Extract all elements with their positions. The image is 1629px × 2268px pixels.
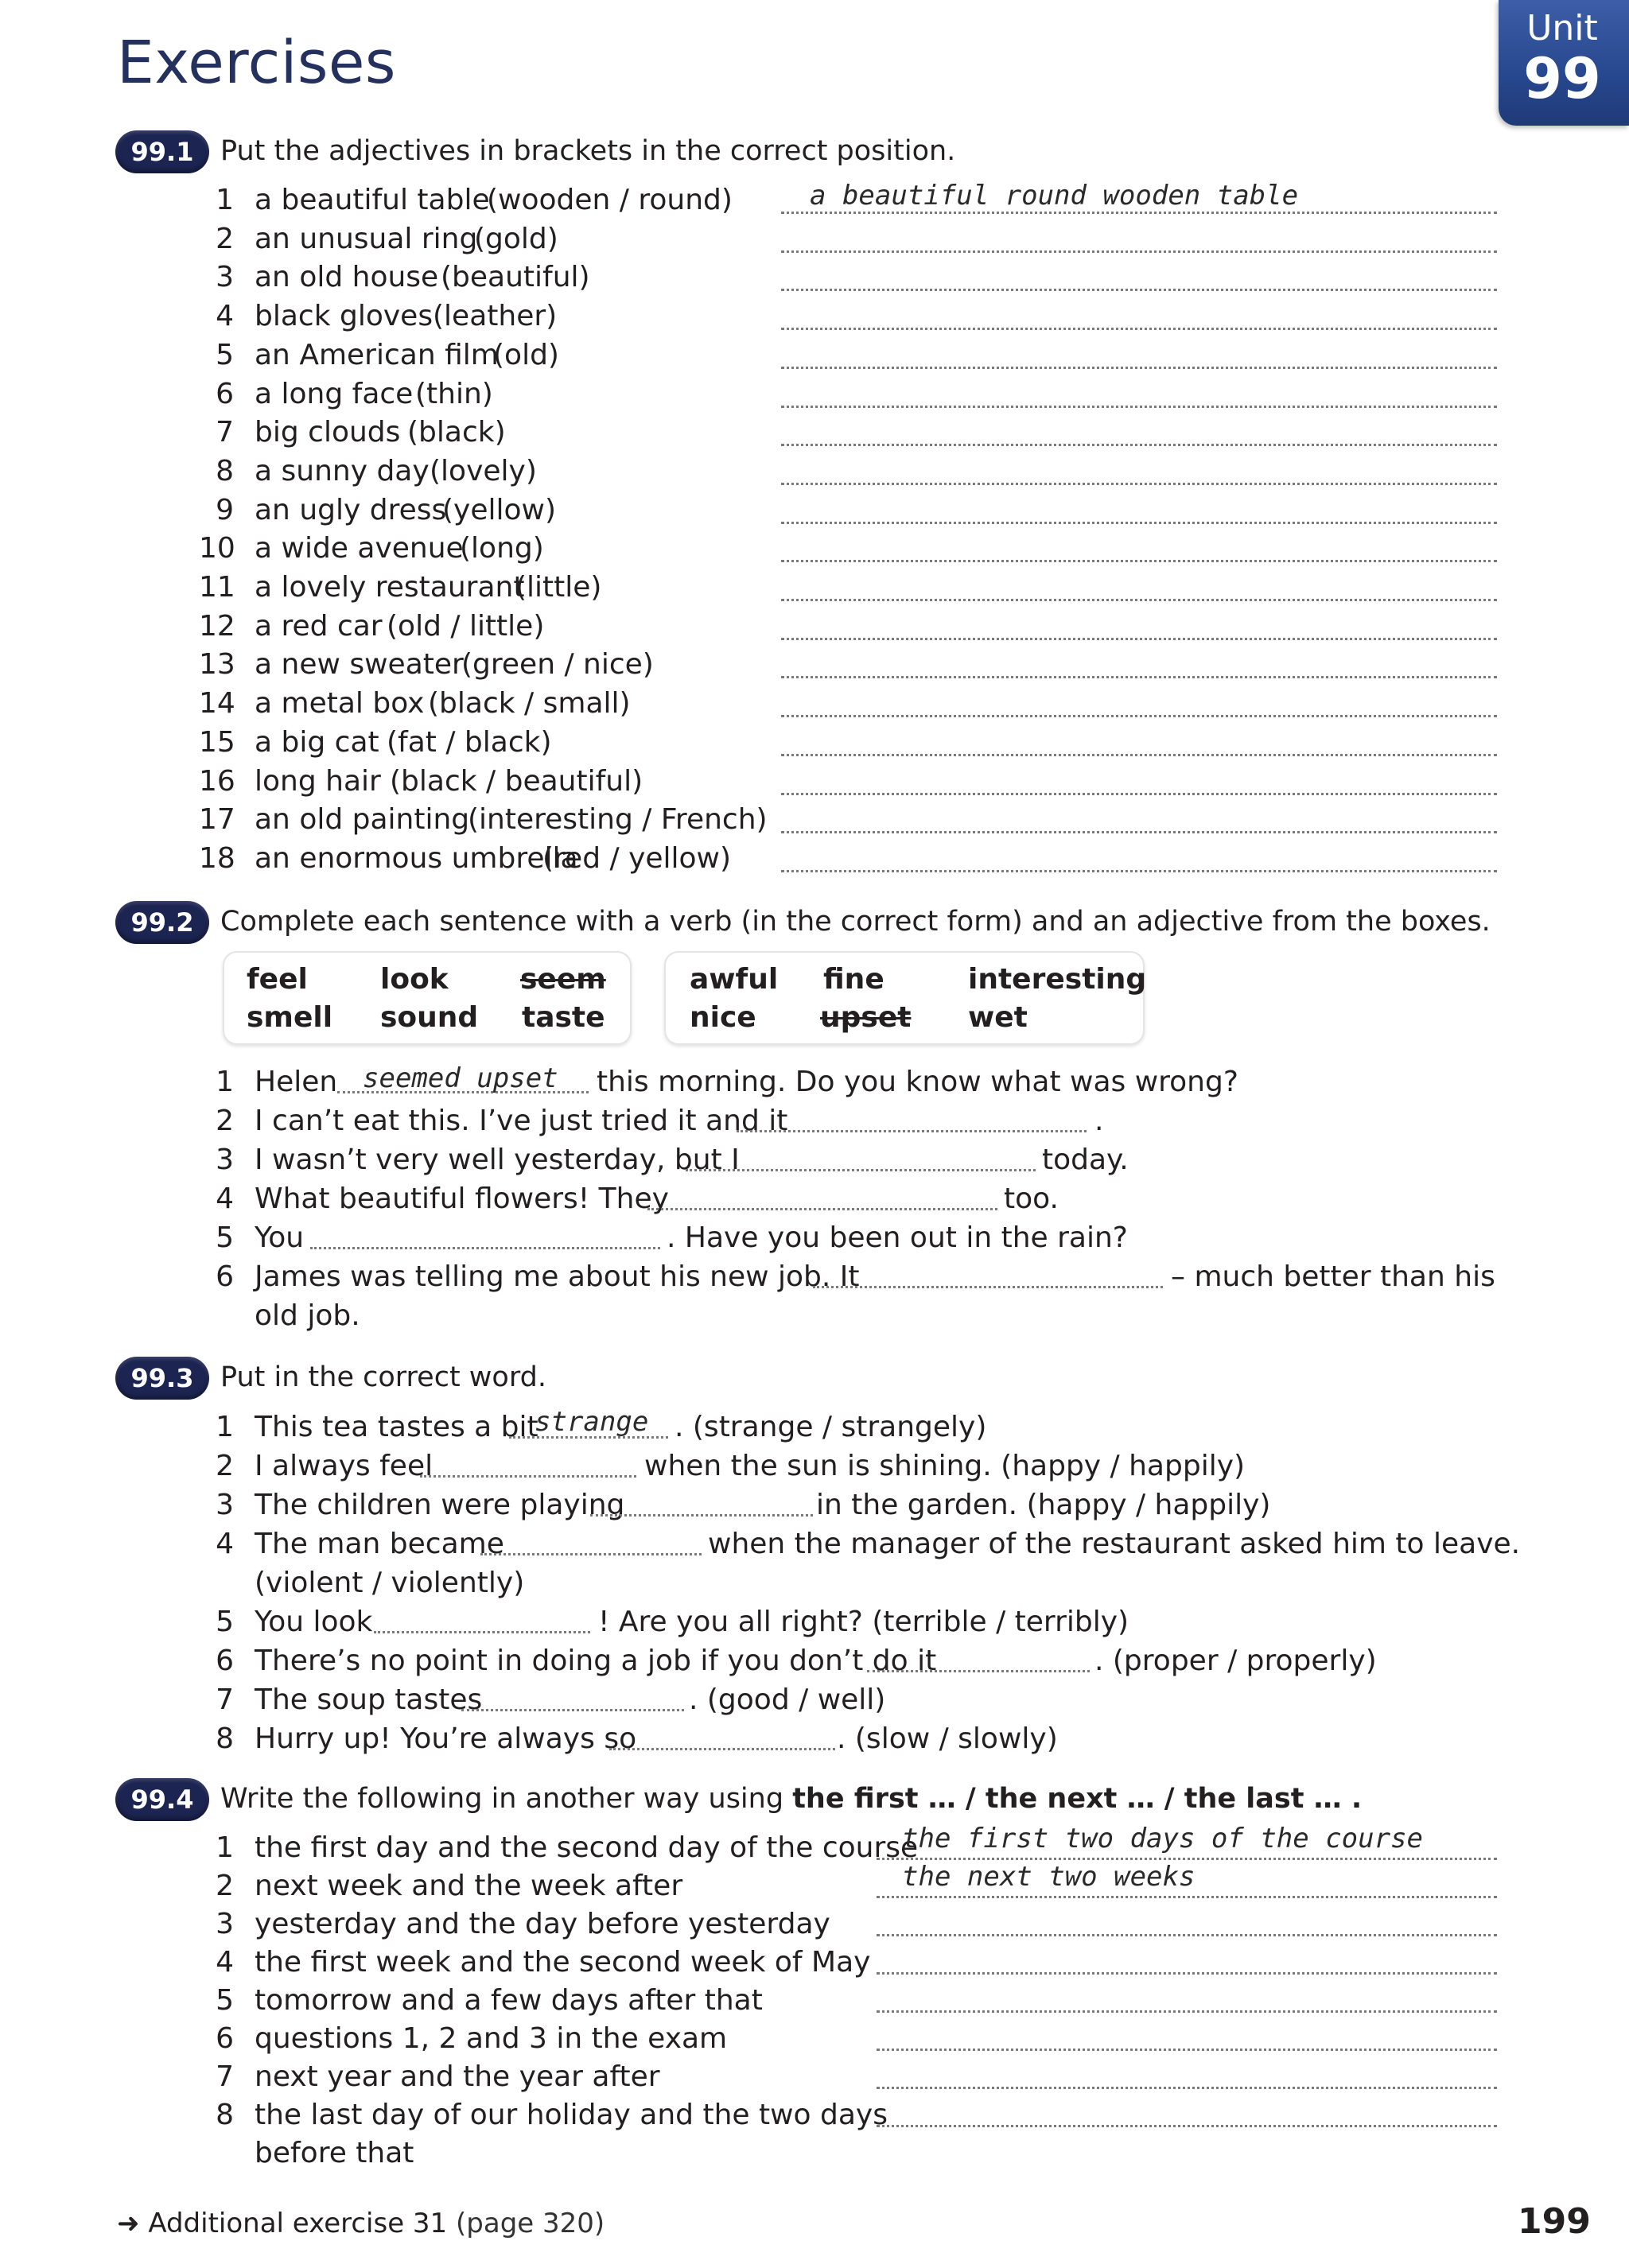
sentence-text: . (strange / strangely) — [675, 1411, 987, 1443]
item-hint: (gold) — [474, 223, 558, 255]
answer-line[interactable] — [781, 599, 1497, 601]
item-number: 6 — [216, 2022, 234, 2055]
sentence-text: You — [255, 1221, 305, 1254]
item-number: 9 — [216, 494, 234, 526]
exercise-badge-99-2: 99.2 — [115, 901, 209, 944]
sentence-text: when the sun is shining. (happy / happily) — [644, 1450, 1246, 1482]
sentence-text: . Have you been out in the rain? — [667, 1221, 1128, 1254]
answer-line[interactable] — [781, 406, 1497, 408]
answer-line[interactable] — [877, 1934, 1497, 1936]
exercise-instruction-99-4 — [220, 1783, 1362, 1815]
answer-line[interactable] — [781, 367, 1497, 369]
answer-line[interactable] — [781, 870, 1497, 872]
sentence-text: There’s no point in doing a job if you don’t do it — [255, 1645, 937, 1677]
item-number: 8 — [216, 2099, 234, 2131]
adjective-word: awful — [690, 963, 779, 996]
answer-line[interactable] — [877, 2010, 1497, 2013]
item-number: 6 — [216, 378, 234, 410]
item-number: 5 — [216, 1984, 234, 2017]
answer-line[interactable] — [647, 1208, 997, 1210]
item-hint: (green / nice) — [461, 648, 654, 681]
sentence-text: I always feel — [255, 1450, 433, 1482]
item-number: 1 — [216, 1411, 234, 1443]
additional-exercise-label: Additional exercise 31 — [148, 2208, 448, 2239]
answer-line[interactable] — [781, 289, 1497, 291]
answer-line[interactable] — [877, 1972, 1497, 1975]
item-phrase: a lovely restaurant — [255, 571, 525, 604]
item-number: 2 — [216, 223, 234, 255]
answer-line[interactable] — [877, 2049, 1497, 2051]
item-phrase: an old painting — [255, 803, 470, 836]
sentence-text: The children were playing — [255, 1489, 625, 1521]
sentence-text: when the manager of the restaurant asked him to leave. — [708, 1528, 1521, 1560]
item-phrase: next week and the week after — [255, 1870, 683, 1902]
adjective-word: fine — [823, 963, 884, 996]
item-number: 7 — [216, 416, 234, 449]
item-number: 5 — [216, 339, 234, 371]
sentence-text: This tea tastes a bit — [255, 1411, 538, 1443]
item-hint: (interesting / French) — [468, 803, 768, 836]
item-phrase: big clouds — [255, 416, 401, 449]
answer-line[interactable] — [781, 522, 1497, 524]
item-hint: (black / beautiful) — [390, 765, 643, 798]
item-phrase: the last day of our holiday and the two days — [255, 2099, 888, 2131]
item-number: 8 — [216, 1722, 234, 1755]
answer-line[interactable] — [310, 1247, 660, 1249]
exercise-instruction-99-3: Put in the correct word. — [220, 1361, 546, 1393]
item-number: 2 — [216, 1105, 234, 1137]
item-phrase: a beautiful table — [255, 184, 490, 216]
item-phrase: an enormous umbrella — [255, 842, 578, 875]
item-number: 8 — [216, 455, 234, 487]
sentence-text: today. — [1042, 1144, 1129, 1176]
item-phrase: an old house — [255, 261, 439, 293]
sentence-text: Hurry up! You’re always so — [255, 1722, 637, 1755]
verb-word-used: seem — [520, 963, 606, 996]
handwritten-answer: strange — [535, 1406, 649, 1438]
item-hint: (wooden / round) — [487, 184, 733, 216]
sentence-text: too. — [1004, 1183, 1059, 1215]
item-number: 6 — [216, 1260, 234, 1293]
sentence-text: James was telling me about his new job. It — [255, 1260, 860, 1293]
item-number: 3 — [216, 1144, 234, 1176]
handwritten-answer: the next two weeks — [902, 1861, 1196, 1893]
item-number: 2 — [216, 1870, 234, 1902]
handwritten-answer: the first two days of the course — [902, 1823, 1424, 1854]
item-phrase: the first week and the second week of May — [255, 1946, 871, 1979]
item-phrase: black gloves — [255, 300, 433, 332]
answer-line[interactable] — [867, 1670, 1090, 1672]
item-hint: (fat / black) — [387, 726, 552, 759]
sentence-text: . (proper / properly) — [1094, 1645, 1377, 1677]
answer-line[interactable] — [781, 638, 1497, 640]
item-number: 1 — [216, 1066, 234, 1098]
sentence-text: The man became — [255, 1528, 504, 1560]
item-number: 16 — [199, 765, 235, 798]
answer-line[interactable] — [781, 444, 1497, 446]
item-number: 5 — [216, 1221, 234, 1254]
item-hint: (thin) — [415, 378, 493, 410]
sentence-text: You look — [255, 1606, 373, 1638]
item-phrase: next year and the year after — [255, 2060, 660, 2093]
item-phrase: a new sweater — [255, 648, 464, 681]
item-number: 3 — [216, 261, 234, 293]
answer-line[interactable] — [781, 715, 1497, 717]
unit-label: Unit — [1526, 8, 1598, 49]
exercise-badge-99-3: 99.3 — [115, 1357, 209, 1400]
answer-line[interactable] — [781, 560, 1497, 562]
answer-line[interactable] — [374, 1631, 590, 1633]
handwritten-answer: seemed upset — [363, 1062, 558, 1094]
answer-line[interactable] — [609, 1748, 835, 1750]
verb-word: feel — [247, 963, 308, 996]
answer-line[interactable] — [461, 1709, 684, 1711]
exercise-badge-99-4: 99.4 — [115, 1778, 209, 1821]
instruction-emphasis: the first … / the next … / the last … . — [792, 1783, 1363, 1815]
item-number: 5 — [216, 1606, 234, 1638]
answer-line[interactable] — [480, 1553, 702, 1555]
unit-tab — [1499, 0, 1629, 126]
item-hint: (old / little) — [387, 610, 545, 643]
item-number: 12 — [199, 610, 235, 643]
answer-line[interactable] — [877, 2125, 1497, 2127]
answer-line[interactable] — [590, 1514, 813, 1517]
verb-word: smell — [247, 1001, 333, 1034]
sentence-text: ! Are you all right? (terrible / terribly) — [598, 1606, 1129, 1638]
item-number: 7 — [216, 1684, 234, 1716]
sentence-text: Helen — [255, 1066, 338, 1098]
item-number: 4 — [216, 1183, 234, 1215]
sentence-text: I wasn’t very well yesterday, but I — [255, 1144, 740, 1176]
item-phrase: tomorrow and a few days after that — [255, 1984, 763, 2017]
item-hint: (red / yellow) — [542, 842, 732, 875]
adjective-word: nice — [690, 1001, 756, 1034]
exercise-instruction-99-1: Put the adjectives in brackets in the correct position. — [220, 135, 956, 167]
item-phrase: long hair — [255, 765, 381, 798]
item-phrase: questions 1, 2 and 3 in the exam — [255, 2022, 728, 2055]
item-phrase: the first day and the second day of the course — [255, 1831, 919, 1864]
sentence-text: I can’t eat this. I’ve just tried it and it — [255, 1105, 788, 1137]
sentence-text: old job. — [255, 1299, 360, 1332]
sentence-text: this morning. Do you know what was wrong? — [597, 1066, 1238, 1098]
answer-line[interactable] — [737, 1130, 1087, 1132]
item-phrase: a long face — [255, 378, 414, 410]
item-number: 3 — [216, 1908, 234, 1940]
item-phrase: an unusual ring — [255, 223, 478, 255]
sentence-text: in the garden. (happy / happily) — [816, 1489, 1271, 1521]
handwritten-answer: a beautiful round wooden table — [810, 180, 1299, 212]
sentence-text: . (good / well) — [689, 1684, 886, 1716]
item-phrase: a sunny day — [255, 455, 430, 487]
additional-exercise-page: (page 320) — [456, 2208, 605, 2239]
exercise-instruction-99-2: Complete each sentence with a verb (in the correct form) and an adjective from the boxes. — [220, 906, 1491, 938]
sentence-text: The soup tastes — [255, 1684, 483, 1716]
item-hint: (lovely) — [430, 455, 537, 487]
answer-line[interactable] — [877, 1896, 1497, 1898]
item-hint: (little) — [515, 571, 602, 604]
answer-line[interactable] — [781, 483, 1497, 485]
answer-line[interactable] — [781, 328, 1497, 330]
adjective-word-used: upset — [820, 1001, 912, 1034]
verb-word: taste — [522, 1001, 605, 1034]
item-hint: (black / small) — [428, 687, 631, 720]
verb-box — [223, 951, 632, 1045]
page-title: Exercises — [117, 29, 396, 97]
answer-line[interactable] — [420, 1475, 636, 1478]
item-hint: (beautiful) — [441, 261, 590, 293]
answer-line[interactable] — [781, 754, 1497, 756]
answer-line[interactable] — [877, 1858, 1497, 1860]
item-number: 17 — [199, 803, 235, 836]
item-number: 2 — [216, 1450, 234, 1482]
item-number: 4 — [216, 1528, 234, 1560]
item-number: 18 — [199, 842, 235, 875]
item-phrase: a wide avenue — [255, 532, 464, 565]
answer-line[interactable] — [686, 1169, 1036, 1171]
verb-word: sound — [380, 1001, 479, 1034]
item-number: 6 — [216, 1645, 234, 1677]
item-number: 13 — [199, 648, 235, 681]
answer-line[interactable] — [877, 2087, 1497, 2089]
item-number: 7 — [216, 2060, 234, 2093]
item-phrase: an American film — [255, 339, 499, 371]
item-number: 1 — [216, 184, 234, 216]
verb-word: look — [380, 963, 449, 996]
sentence-text: (violent / violently) — [255, 1567, 525, 1599]
item-phrase-continued: before that — [255, 2137, 414, 2169]
item-hint: (black) — [407, 416, 506, 449]
page-number: 199 — [1518, 2201, 1591, 2242]
item-number: 4 — [216, 1946, 234, 1979]
item-phrase: a red car — [255, 610, 383, 643]
arrow-icon: ➜ — [117, 2208, 140, 2239]
item-hint: (long) — [460, 532, 544, 565]
item-number: 3 — [216, 1489, 234, 1521]
item-hint: (old) — [493, 339, 559, 371]
item-phrase: a big cat — [255, 726, 379, 759]
answer-line[interactable] — [781, 831, 1497, 833]
item-number: 10 — [199, 532, 235, 565]
unit-number: 99 — [1523, 46, 1601, 111]
answer-line[interactable] — [781, 212, 1497, 214]
item-number: 4 — [216, 300, 234, 332]
item-hint: (yellow) — [442, 494, 557, 526]
item-number: 14 — [199, 687, 235, 720]
instruction-text: Write the following in another way using — [220, 1783, 793, 1815]
item-phrase: a metal box — [255, 687, 425, 720]
answer-line[interactable] — [781, 250, 1497, 253]
adjective-box — [664, 951, 1145, 1045]
answer-line[interactable] — [781, 793, 1497, 795]
item-number: 1 — [216, 1831, 234, 1864]
sentence-text: . — [1094, 1105, 1104, 1137]
answer-line[interactable] — [813, 1286, 1163, 1288]
sentence-text: What beautiful flowers! They — [255, 1183, 669, 1215]
sentence-text: – much better than his — [1171, 1260, 1495, 1293]
answer-line[interactable] — [781, 676, 1497, 678]
adjective-word: wet — [968, 1001, 1028, 1034]
sentence-text: . (slow / slowly) — [837, 1722, 1058, 1755]
exercise-badge-99-1: 99.1 — [115, 130, 209, 173]
adjective-word: interesting — [968, 963, 1147, 996]
item-number: 11 — [199, 571, 235, 604]
item-phrase: yesterday and the day before yesterday — [255, 1908, 830, 1940]
item-phrase: an ugly dress — [255, 494, 447, 526]
item-hint: (leather) — [433, 300, 558, 332]
item-number: 15 — [199, 726, 235, 759]
additional-exercise-link[interactable] — [117, 2208, 605, 2239]
